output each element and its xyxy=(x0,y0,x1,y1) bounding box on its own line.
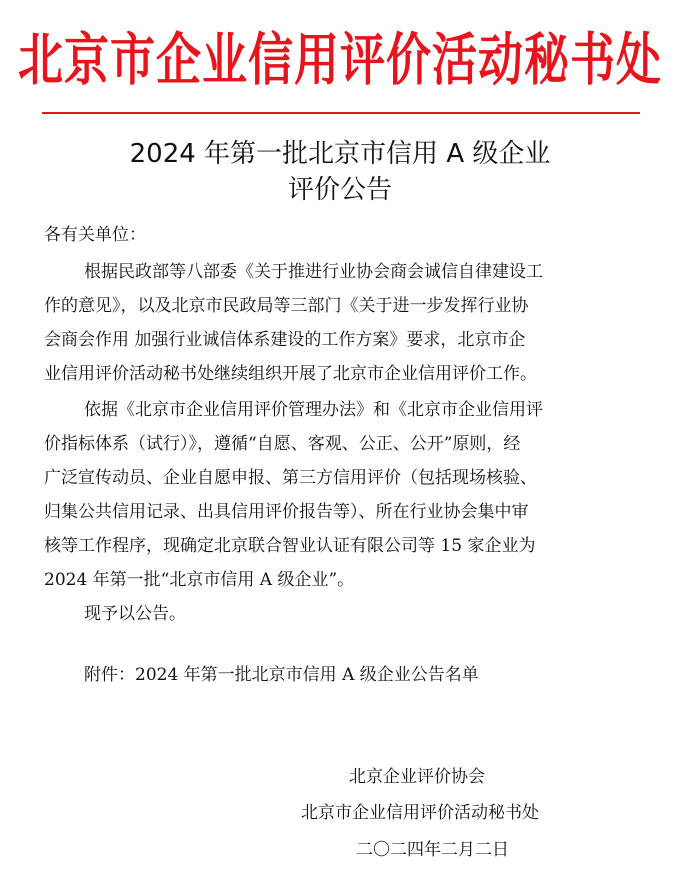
paragraph-line: 业信用评价活动秘书处继续组织开展了北京市企业信用评价工作。 xyxy=(44,364,537,384)
salutation: 各有关单位： xyxy=(44,225,146,245)
signature-org-2: 北京市企业信用评价活动秘书处 xyxy=(301,803,539,823)
paragraph-line: 核等工作程序，现确定北京联合智业认证有限公司等 15 家企业为 xyxy=(44,536,536,556)
paragraph-line: 根据民政部等八部委《关于推进行业协会商会诚信自律建设工 xyxy=(84,262,543,282)
paragraph-announcement xyxy=(44,597,644,631)
signature-org-1: 北京企业评价协会 xyxy=(349,767,485,787)
paragraph-line: 2024 年第一批“北京市信用 A 级企业”。 xyxy=(44,570,355,590)
paragraph-line: 现予以公告。 xyxy=(84,604,186,624)
document-title-line-1: 2024 年第一批北京市信用 A 级企业 xyxy=(129,139,551,169)
paragraph-line: 会商会作用 加强行业诚信体系建设的工作方案》要求，北京市企 xyxy=(44,330,526,350)
paragraph-line: 作的意见》，以及北京市民政局等三部门《关于进一步发挥行业协 xyxy=(44,296,529,316)
letterhead-divider xyxy=(42,112,640,114)
letterhead xyxy=(0,10,680,98)
document-title-line-2: 评价公告 xyxy=(287,175,392,205)
paragraph-basis xyxy=(44,255,644,391)
document-title xyxy=(0,136,680,208)
attachment-note: 附件：2024 年第一批北京市信用 A 级企业公告名单 xyxy=(84,665,479,685)
paragraph-line: 广泛宣传动员、企业自愿申报、第三方信用评价（包括现场核验、 xyxy=(44,468,537,488)
signature-date: 二〇二四年二月二日 xyxy=(356,840,509,860)
paragraph-procedure xyxy=(44,393,644,597)
paragraph-line: 价指标体系（试行）》，遵循“自愿、客观、公正、公开”原则，经 xyxy=(44,434,521,454)
paragraph-line: 归集公共信用记录、出具信用评价报告等）、所在行业协会集中审 xyxy=(44,502,529,522)
letterhead-title: 北京市企业信用评价活动秘书处 xyxy=(17,25,662,93)
paragraph-line: 依据《北京市企业信用评价管理办法》和《北京市企业信用评 xyxy=(84,400,543,420)
